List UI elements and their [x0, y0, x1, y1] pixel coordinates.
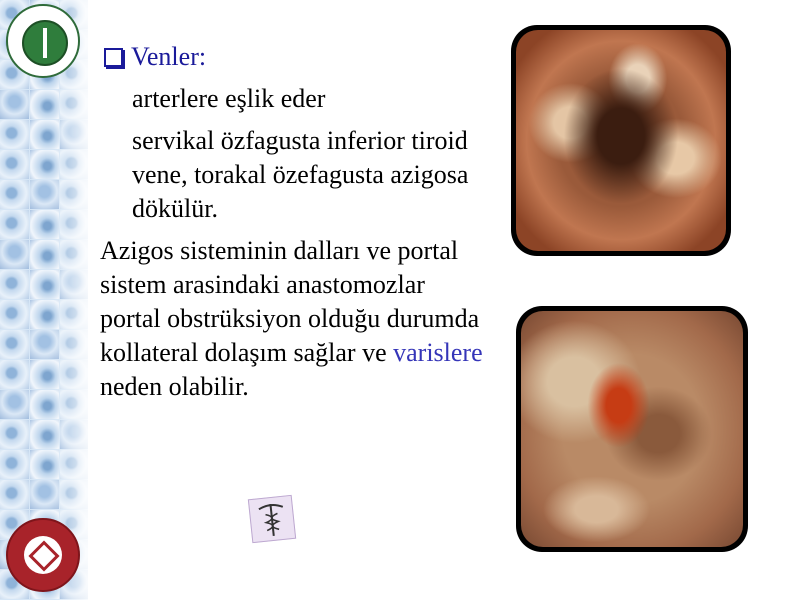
highlight-word: varislere — [393, 338, 483, 367]
strip-fade — [54, 0, 88, 600]
heading-row — [104, 40, 490, 74]
paragraph — [100, 234, 490, 404]
faculty-seal-logo — [6, 518, 80, 592]
esophagus-photo-2 — [521, 311, 743, 547]
decorative-side-strip — [0, 0, 88, 600]
caduceus-icon — [248, 495, 296, 543]
endoscopy-image-1 — [511, 25, 731, 256]
esophagus-photo-1 — [516, 30, 726, 251]
checkbox-bullet-icon — [104, 48, 123, 67]
line-1: arterlere eşlik eder — [132, 84, 326, 113]
paragraph-start: Azigos sisteminin dalları ve portal sistem arasindaki anastomozlar portal obstrüksiyon olduğu durumda kollateral dolaşım sağlar ve — [100, 236, 480, 367]
seal-emblem — [22, 20, 68, 66]
slide-text — [100, 40, 490, 404]
paragraph-end: neden olabilir. — [100, 372, 249, 401]
university-seal-logo — [6, 4, 80, 78]
slide-heading: Venler: — [131, 42, 207, 71]
endoscopy-image-2 — [516, 306, 748, 552]
faculty-emblem — [24, 536, 62, 574]
line-2: servikal özfagusta inferior tiroid vene, torakal özefagusta azigosa dökülür. — [132, 126, 469, 223]
